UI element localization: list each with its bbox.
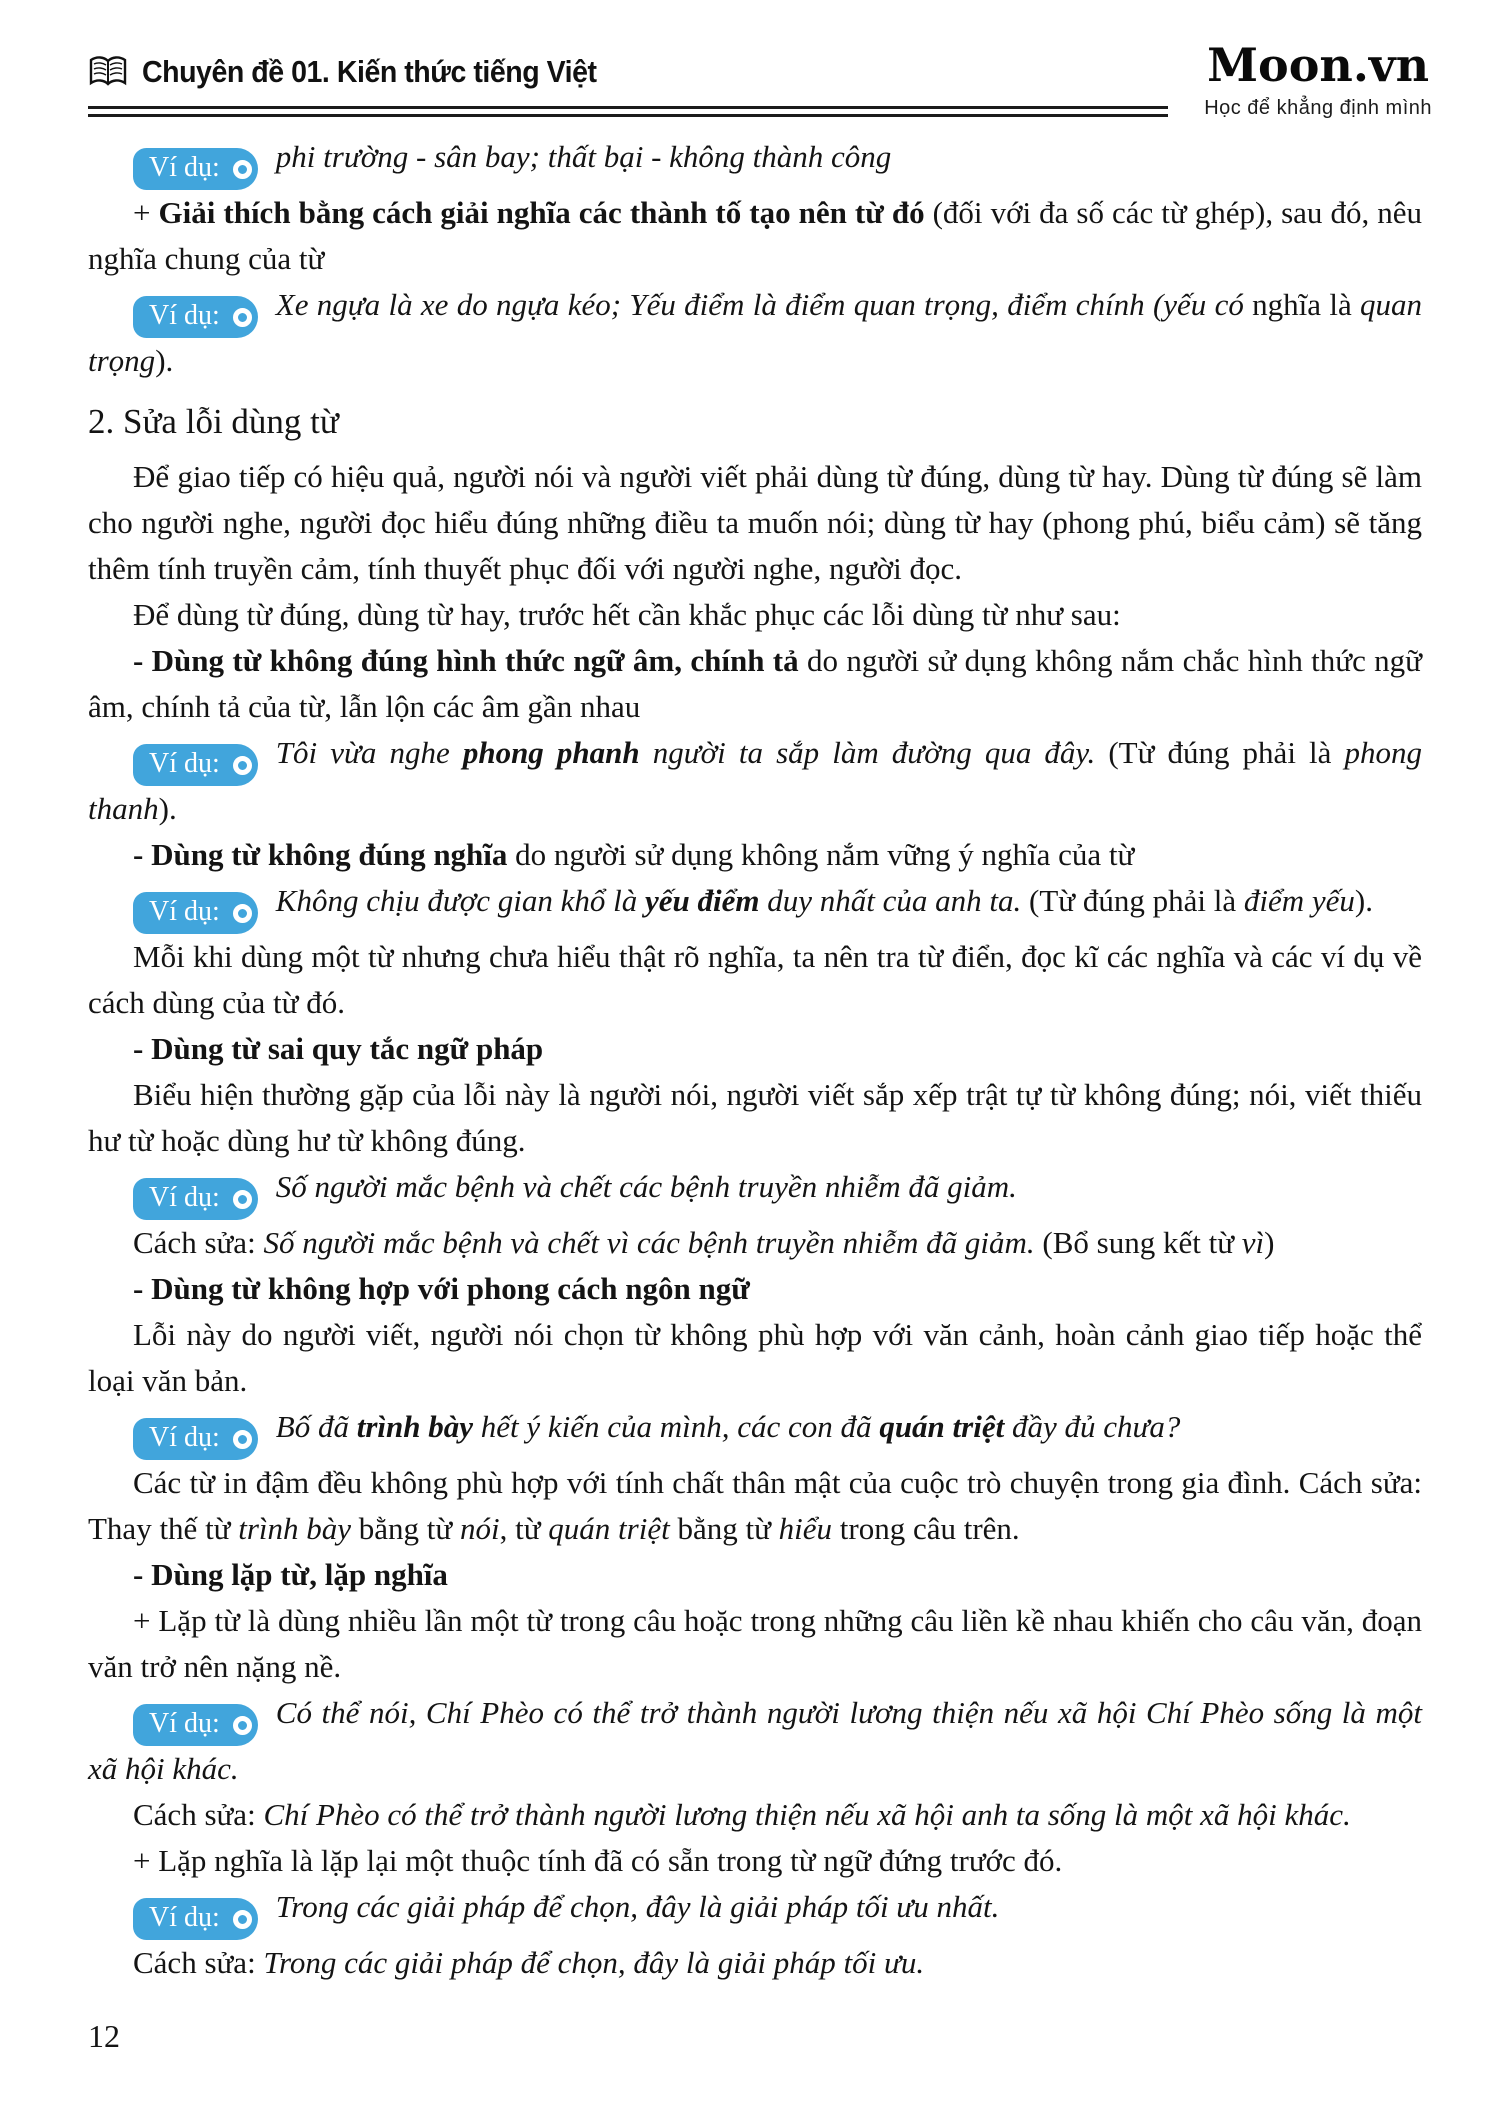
text-run: phong phanh (462, 735, 640, 770)
paragraph (88, 1072, 1422, 1164)
vi-du-label: Ví dụ: (149, 152, 220, 183)
paragraph (88, 934, 1422, 1026)
ring-icon (233, 160, 252, 179)
example-paragraph (88, 1164, 1422, 1220)
text-run: (đối với đa số các từ ghép), sau đó, nêu nghĩa chung của từ (88, 195, 1423, 276)
text-run: Tôi vừa nghe (275, 735, 463, 770)
example-paragraph (88, 1404, 1422, 1460)
text-run: Cách sửa: (133, 1797, 264, 1832)
example-paragraph (88, 878, 1422, 934)
text-run: (Bổ sung kết từ (1034, 1225, 1242, 1260)
text-run: Mỗi khi dùng một từ nhưng chưa hiểu thật rõ nghĩa, ta nên tra từ điển, đọc kĩ các nghĩa và các ví dụ về cách dùng của từ đó. (88, 939, 1422, 1020)
paragraph (88, 1026, 1422, 1072)
paragraph (88, 638, 1422, 730)
text-run: , từ (499, 1511, 549, 1546)
vi-du-badge (133, 148, 258, 190)
ring-icon (233, 756, 252, 775)
text-run: do người sử dụng không nắm chắc hình thức ngữ âm, chính tả của từ, lẫn lộn các âm gần nhau (88, 643, 1422, 724)
text-run: Có thể nói, Chí Phèo có thể trở thành người lương thiện nếu xã hội Chí Phèo sống là một xã hội khác. (88, 1695, 1422, 1786)
vi-du-label: Ví dụ: (149, 896, 220, 927)
text-run: quan trọng (88, 287, 1422, 378)
page-number: 12 (88, 2018, 120, 2054)
chapter-title: Chuyên đề 01. Kiến thức tiếng Việt (142, 54, 597, 89)
text-run: + Lặp nghĩa là lặp lại một thuộc tính đã có sẵn trong từ ngữ đứng trước đó. (133, 1843, 1063, 1878)
text-run: Số người mắc bệnh và chết vì các bệnh truyền nhiễm đã giảm. (263, 1225, 1035, 1260)
vi-du-badge (133, 892, 258, 934)
text-run: - Dùng từ không hợp với phong cách ngôn ngữ (133, 1271, 750, 1306)
text-run: Để giao tiếp có hiệu quả, người nói và người viết phải dùng từ đúng, dùng từ hay. Dùng từ đúng sẽ làm cho người nghe, người đọc hiểu đúng những điều ta muốn nói; dùng từ hay (phong phú, biểu cảm) sẽ tăng thêm tính truyền cảm, tính thuyết phục đối với người nghe, người đọc. (88, 459, 1422, 586)
text-run: ). (1354, 883, 1373, 918)
text-run: ). (158, 791, 177, 826)
text-run: duy nhất của anh ta. (759, 883, 1022, 918)
vi-du-badge (133, 1898, 258, 1940)
paragraph (88, 190, 1422, 282)
text-run: Giải thích bằng cách giải nghĩa các thành tố tạo nên từ đó (158, 195, 933, 230)
text-run: trình bày (356, 1409, 473, 1444)
text-run: quán triệt (879, 1409, 1005, 1444)
ring-icon (233, 904, 252, 923)
example-paragraph (88, 730, 1422, 832)
paragraph (88, 1940, 1422, 1986)
logo-tagline: Học để khẳng định mình (1204, 97, 1432, 119)
text-run: Trong các giải pháp để chọn, đây là giải pháp tối ưu nhất. (275, 1889, 1000, 1924)
paragraph (88, 1598, 1422, 1690)
text-run: Cách sửa: (133, 1225, 264, 1260)
vi-du-badge (133, 744, 258, 786)
text-run: Cách sửa: (133, 1945, 264, 1980)
text-run: nói (459, 1511, 500, 1546)
ring-icon (233, 1910, 252, 1929)
content (88, 134, 1422, 1986)
text-run: bằng từ (351, 1511, 460, 1546)
moon-logo: Moon.vn (1207, 38, 1430, 92)
ring-icon (233, 308, 252, 327)
text-run: Số người mắc bệnh và chết các bệnh truyền nhiễm đã giảm. (275, 1169, 1017, 1204)
text-run: hiểu (778, 1511, 833, 1546)
vi-du-badge (133, 1178, 258, 1220)
text-run: + Lặp từ là dùng nhiều lần một từ trong câu hoặc trong những câu liền kề nhau khiến cho câu văn, đoạn văn trở nên nặng nề. (88, 1603, 1422, 1684)
text-run: vì (1241, 1225, 1265, 1260)
section-heading (88, 400, 1422, 444)
text-run: Trong các giải pháp để chọn, đây là giải pháp tối ưu. (263, 1945, 925, 1980)
text-run: ) (1264, 1225, 1275, 1260)
vi-du-label: Ví dụ: (149, 748, 220, 779)
text-run: (Từ đúng phải là (1095, 735, 1345, 770)
logo-block (1204, 38, 1432, 119)
text-run: Để dùng từ đúng, dùng từ hay, trước hết cần khắc phục các lỗi dùng từ như sau: (133, 597, 1121, 632)
text-run: Lỗi này do người viết, người nói chọn từ không phù hợp với văn cảnh, hoàn cảnh giao tiếp hoặc thể loại văn bản. (88, 1317, 1422, 1398)
text-run: ). (155, 343, 174, 378)
paragraph (88, 454, 1422, 592)
paragraph (88, 1838, 1422, 1884)
text-run: bằng từ (669, 1511, 779, 1546)
header-rule (88, 106, 1168, 117)
text-run: Chí Phèo có thể trở thành người lương thiện nếu xã hội anh ta sống là một xã hội khác. (263, 1797, 1351, 1832)
vi-du-label: Ví dụ: (149, 1182, 220, 1213)
ring-icon (233, 1190, 252, 1209)
text-run: quán triệt (548, 1511, 670, 1546)
text-run: yếu điểm (645, 883, 760, 918)
vi-du-badge (133, 296, 258, 338)
text-run: Bố đã (275, 1409, 357, 1444)
paragraph (88, 1266, 1422, 1312)
text-run: phong thanh (88, 735, 1422, 826)
ring-icon (233, 1430, 252, 1449)
text-run: - Dùng từ sai quy tắc ngữ pháp (133, 1031, 544, 1066)
paragraph (88, 832, 1422, 878)
vi-du-label: Ví dụ: (149, 1708, 220, 1739)
paragraph (88, 1312, 1422, 1404)
paragraph (88, 592, 1422, 638)
text-run: hết ý kiến của mình, các con đã (473, 1409, 880, 1444)
text-run: do người sử dụng không nắm vững ý nghĩa của từ (515, 837, 1135, 872)
text-run: 2. Sửa lỗi dùng từ (88, 402, 339, 441)
open-book-icon (88, 55, 128, 89)
vi-du-label: Ví dụ: (149, 1902, 220, 1933)
text-run: người ta sắp làm đường qua đây. (639, 735, 1096, 770)
text-run: nghĩa là (1252, 287, 1360, 322)
example-paragraph (88, 1884, 1422, 1940)
example-paragraph (88, 282, 1422, 384)
text-run: Xe ngựa là xe do ngựa kéo; Yếu điểm là điểm quan trọng, điểm chính (yếu có (275, 287, 1253, 322)
text-run: trong câu trên. (832, 1511, 1020, 1546)
vi-du-label: Ví dụ: (149, 300, 220, 331)
text-run: + (133, 195, 159, 230)
text-run: đầy đủ chưa? (1004, 1409, 1181, 1444)
text-run: - Dùng từ không đúng nghĩa (133, 837, 516, 872)
vi-du-badge (133, 1704, 258, 1746)
text-run: Các từ in đậm đều không phù hợp với tính chất thân mật của cuộc trò chuyện trong gia đình. Cách sửa: Thay thế từ (88, 1465, 1422, 1546)
vi-du-badge (133, 1418, 258, 1460)
text-run: Biểu hiện thường gặp của lỗi này là người nói, người viết sắp xếp trật tự từ không đúng; nói, viết thiếu hư từ hoặc dùng hư từ không đúng. (88, 1077, 1422, 1158)
paragraph (88, 1552, 1422, 1598)
ring-icon (233, 1716, 252, 1735)
header-left (88, 54, 636, 90)
text-run: - Dùng lặp từ, lặp nghĩa (133, 1557, 448, 1592)
text-run: phi trường - sân bay; thất bại - không thành công (275, 139, 892, 174)
paragraph (88, 1460, 1422, 1552)
paragraph (88, 1220, 1422, 1266)
text-run: điểm yếu (1243, 883, 1355, 918)
text-run: trình bày (238, 1511, 352, 1546)
paragraph (88, 1792, 1422, 1838)
vi-du-label: Ví dụ: (149, 1422, 220, 1453)
text-run: Không chịu được gian khổ là (275, 883, 646, 918)
example-paragraph (88, 134, 1422, 190)
text-run: (Từ đúng phải là (1021, 883, 1244, 918)
example-paragraph (88, 1690, 1422, 1792)
text-run: - Dùng từ không đúng hình thức ngữ âm, chính tả (133, 643, 807, 678)
